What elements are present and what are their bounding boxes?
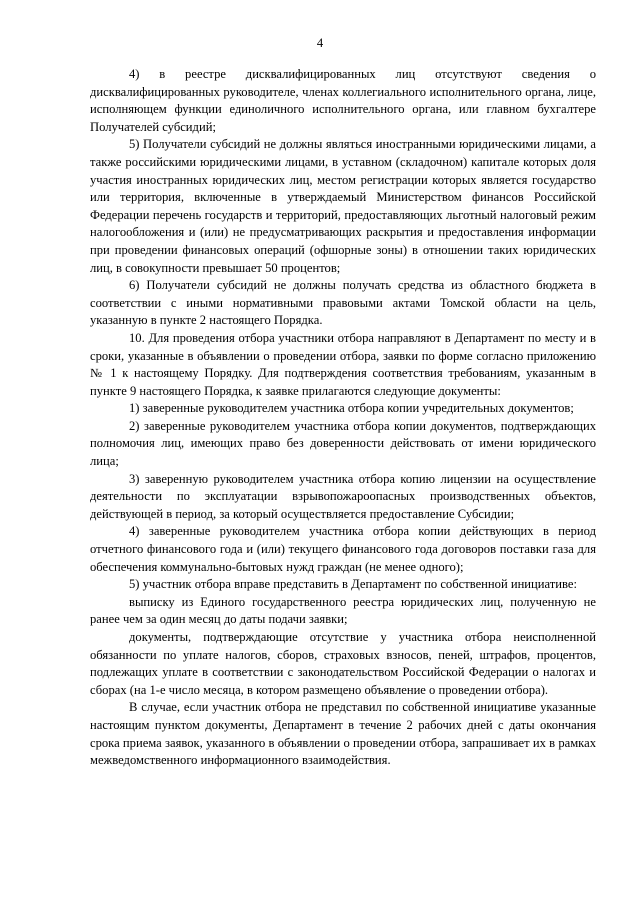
paragraph-doc-1-charter: 1) заверенные руководителем участника отбора копии учредительных документов;	[129, 401, 574, 416]
paragraph-doc-3-license: 3) заверенную руководителем участника отбора копию лицензии на осуществление деятельности по эксплуатации взрывопожароопасных производственных объектов, действующей в период, за который осуществляется предоставление Субсидии;	[90, 471, 596, 521]
paragraph-doc-4-contracts: 4) заверенные руководителем участника отбора копии действующих в период отчетного финансового года и (или) текущего финансового года договоров поставки газа для обеспечения коммунально-бытовых нужд граждан (не менее одного);	[90, 524, 596, 574]
paragraph-item-4-registry: 4) в реестре дисквалифицированных лиц отсутствуют сведения о дисквалифицированных руководителе, членах коллегиального исполнительного органа, лице, исполняющем функции единоличного исполнительного органа, или главном бухгалтере Получателей субсидий;	[90, 67, 596, 134]
paragraph-clause-10: 10. Для проведения отбора участники отбора направляют в Департамент по месту и в сроки, указанные в объявлении о проведении отбора, заявки по форме согласно приложению № 1 к настоящему Порядку. Для подтверждения соответствия требованиям, указанным в пункте 9 настоящего Порядка, к заявке прилагаются следующие документы:	[90, 330, 596, 398]
paragraph-registry-extract: выписку из Единого государственного реестра юридических лиц, полученную не ранее чем за один месяц до даты подачи заявки;	[90, 594, 596, 627]
document-body	[90, 66, 596, 770]
paragraph-doc-2-authority: 2) заверенные руководителем участника отбора копии документов, подтверждающих полномочия лиц, имеющих право без доверенности действовать от имени юридического лица;	[90, 418, 596, 469]
paragraph-item-6-budget: 6) Получатели субсидий не должны получать средства из областного бюджета в соответствии с иными нормативными правовыми актами Томской области на цель, указанную в пункте 2 настоящего Порядка.	[90, 278, 596, 328]
paragraph-interagency-request: В случае, если участник отбора не представил по собственной инициативе указанные настоящим пунктом документы, Департамент в течение 2 рабочих дней с даты окончания срока приема заявок, указанного в объявлении о проведении отбора, запрашивает их в рамках межведомственного информационного взаимодействия.	[90, 700, 596, 768]
paragraph-doc-5-optional: 5) участник отбора вправе представить в Департамент по собственной инициативе:	[129, 577, 577, 592]
paragraph-item-5-foreign-entities: 5) Получатели субсидий не должны являться иностранными юридическими лицами, а также российскими юридическими лицами, в уставном (складочном) капитале которых доля участия иностранных юридических лиц, местом регистрации которых является государство или территория, включенные в утверждаемый Министерством финансов Российской Федерации перечень государств и территорий, предоставляющих льготный налоговый режим налогообложения и (или) не предусматривающих раскрытия и предоставления информации при проведении финансовых операций (офшорные зоны) в отношении таких юридических лиц, в совокупности превышает 50 процентов;	[90, 137, 596, 275]
page-number: 4	[316, 36, 324, 50]
paragraph-tax-documents: документы, подтверждающие отсутствие у участника отбора неисполненной обязанности по уплате налогов, сборов, страховых взносов, пеней, штрафов, процентов, подлежащих уплате в соответствии с законодательством Российской Федерации о налогах и сборах (на 1-е число месяца, в котором размещено объявление о проведении отбора).	[90, 630, 596, 697]
